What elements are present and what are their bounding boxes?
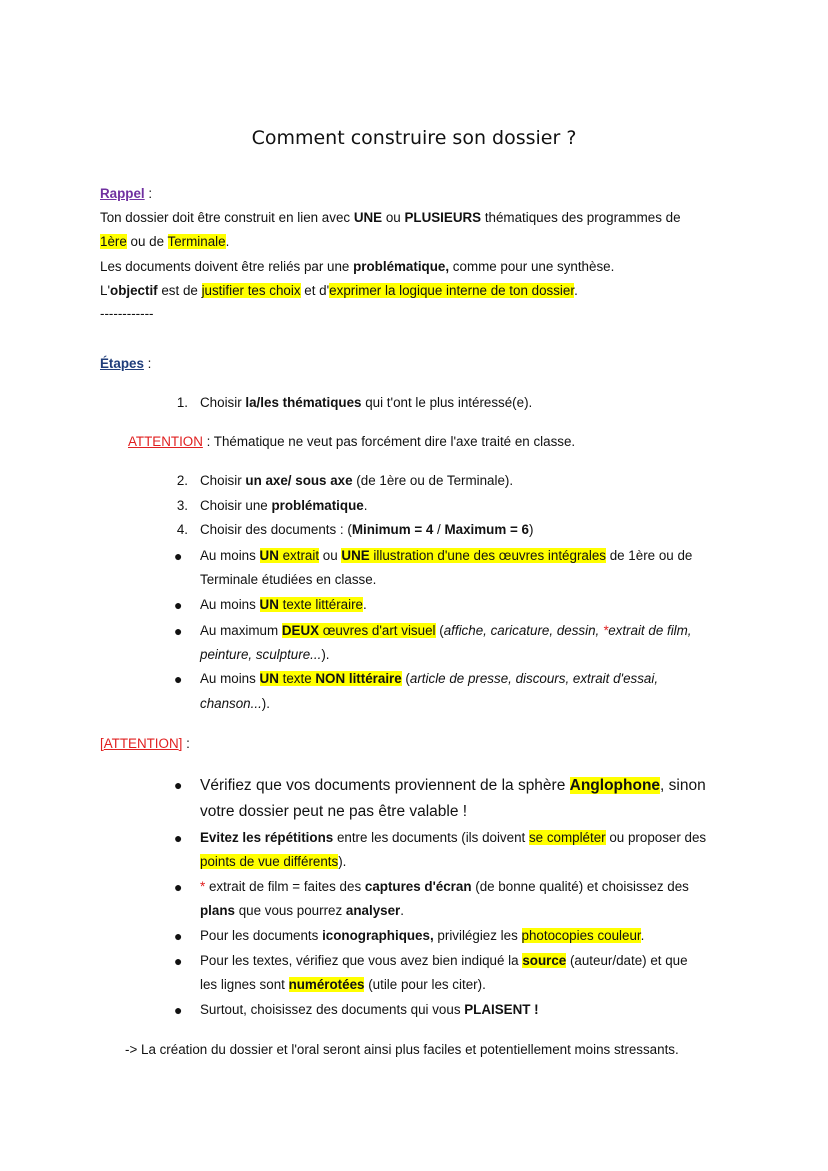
rappel-label: Rappel (100, 186, 145, 201)
page-title: Comment construire son dossier ? (251, 127, 577, 149)
rappel-line-3: Les documents doivent être reliés par une problématique, comme pour une synthèse. (100, 259, 615, 274)
bullet-icon: ● (174, 597, 183, 613)
advice-5: Pour les textes, vérifiez que vous avez bien indiqué la source (auteur/date) et que (200, 953, 688, 968)
step-1: Choisir la/les thématiques qui t'ont le plus intéressé(e). (200, 395, 533, 410)
rappel-heading: Rappel : (100, 186, 153, 201)
step-4: Choisir des documents : (Minimum = 4 / Maximum = 6) (200, 522, 534, 537)
etapes-heading: Étapes : (100, 356, 152, 371)
doc-rule-1-cont: Terminale étudiées en classe. (200, 572, 377, 587)
attention-heading: [ATTENTION] : (100, 736, 190, 751)
bullet-icon: ● (174, 671, 183, 687)
doc-rule-4: Au moins UN texte NON littéraire (article de presse, discours, extrait d'essai, (200, 671, 659, 686)
bullet-icon: ● (174, 830, 183, 846)
bullet-icon: ● (174, 1002, 183, 1018)
advice-2: Evitez les répétitions entre les documents (ils doivent se compléter ou proposer des (200, 830, 707, 845)
doc-rule-3: Au maximum DEUX œuvres d'art visuel (affiche, caricature, dessin, *extrait de film, (200, 623, 692, 638)
bullet-icon: ● (174, 777, 183, 793)
step-3: Choisir une problématique. (200, 498, 368, 513)
step-number: 2. (176, 473, 188, 488)
rappel-line-2: 1ère ou de Terminale. (100, 234, 230, 249)
bullet-icon: ● (174, 623, 183, 639)
step-number: 3. (176, 498, 188, 513)
etapes-label: Étapes (100, 356, 144, 371)
bullet-icon: ● (174, 953, 183, 969)
attention-label: ATTENTION (128, 434, 203, 449)
separator: ------------ (100, 306, 154, 321)
doc-rule-3-cont: peinture, sculpture...). (200, 647, 330, 662)
advice-6: Surtout, choisissez des documents qui vous PLAISENT ! (200, 1002, 539, 1017)
advice-3-cont: plans que vous pourrez analyser. (200, 903, 404, 918)
step-number: 1. (176, 395, 188, 410)
bullet-icon: ● (174, 879, 183, 895)
rappel-line-1: Ton dossier doit être construit en lien avec UNE ou PLUSIEURS thématiques des programmes de (100, 210, 681, 225)
advice-1: Vérifiez que vos documents proviennent de la sphère Anglophone, sinon (200, 777, 706, 794)
advice-4: Pour les documents iconographiques, privilégiez les photocopies couleur. (200, 928, 645, 943)
doc-rule-4-cont: chanson...). (200, 696, 270, 711)
advice-3: * extrait de film = faites des captures d'écran (de bonne qualité) et choisissez des (200, 879, 689, 894)
advice-1-cont: votre dossier peut ne pas être valable ! (200, 803, 468, 820)
attention-heading-label: ATTENTION (103, 736, 179, 751)
doc-rule-1: Au moins UN extrait ou UNE illustration d'une des œuvres intégrales de 1ère ou de (200, 548, 693, 563)
advice-2-cont: points de vue différents). (200, 854, 347, 869)
bullet-icon: ● (174, 548, 183, 564)
bullet-icon: ● (174, 928, 183, 944)
step-2: Choisir un axe/ sous axe (de 1ère ou de Terminale). (200, 473, 514, 488)
conclusion: -> La création du dossier et l'oral seront ainsi plus faciles et potentiellement moins stressants. (125, 1042, 679, 1057)
attention-note: ATTENTION : Thématique ne veut pas forcément dire l'axe traité en classe. (128, 434, 576, 449)
doc-rule-2: Au moins UN texte littéraire. (200, 597, 367, 612)
rappel-line-4: L'objectif est de justifier tes choix et d'exprimer la logique interne de ton dossier. (100, 283, 578, 298)
step-number: 4. (176, 522, 188, 537)
advice-5-cont: les lignes sont numérotées (utile pour les citer). (200, 977, 486, 992)
